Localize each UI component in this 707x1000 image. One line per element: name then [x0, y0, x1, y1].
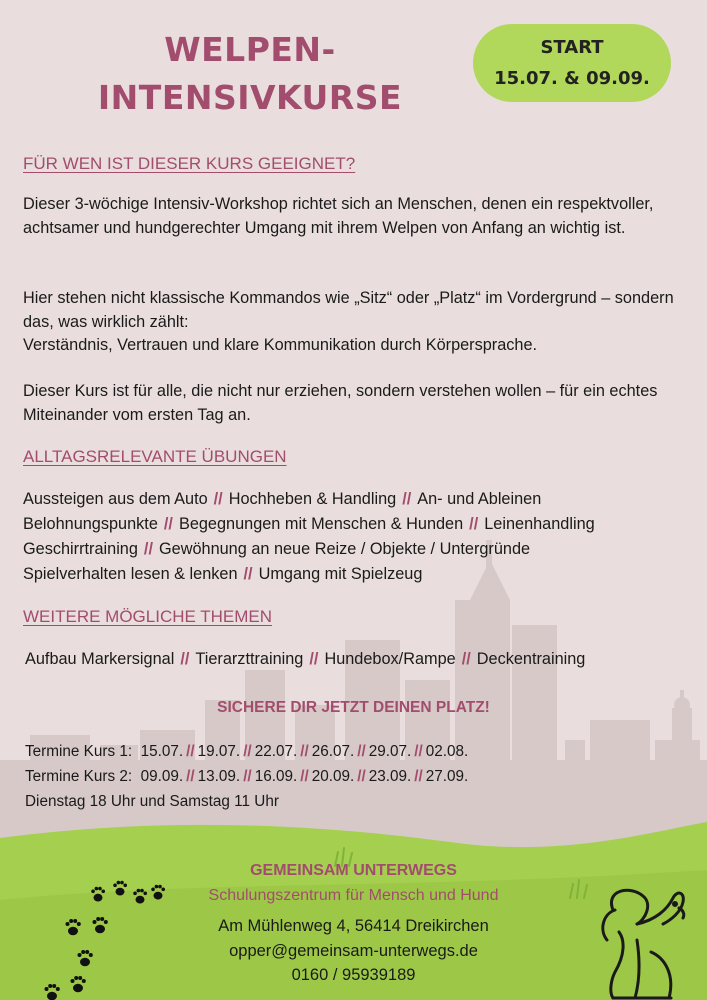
exercise-row	[23, 562, 422, 587]
date: 09.09.	[140, 768, 184, 785]
separator: //	[469, 515, 479, 533]
exercise-row	[23, 487, 541, 512]
date: 29.07.	[368, 743, 412, 760]
start-badge	[473, 24, 671, 102]
understanding-paragraph: Verständnis, Vertrauen und klare Kommunikation durch Körpersprache.	[23, 336, 538, 354]
date: 16.09.	[254, 768, 298, 785]
footer-organization: GEMEINSAM UNTERWEGS	[250, 862, 457, 879]
audience-paragraph: Dieser Kurs ist für alle, die nicht nur erziehen, sondern verstehen wollen – für ein echtes Miteinander vom ersten Tag an.	[23, 382, 658, 424]
exercise-row	[23, 537, 530, 562]
schedule-label: Termine Kurs 1:	[25, 743, 133, 760]
separator: //	[243, 768, 252, 785]
date: 22.07.	[254, 743, 298, 760]
separator: //	[402, 490, 412, 508]
separator: //	[414, 768, 423, 785]
date: 15.07.	[140, 743, 184, 760]
separator: //	[461, 650, 471, 668]
commands-paragraph: Hier stehen nicht klassische Kommandos wie „Sitz“ oder „Platz“ im Vordergrund – sondern das, was wirklich zählt:	[23, 289, 674, 331]
date: 20.09.	[311, 768, 355, 785]
date: 02.08.	[425, 743, 469, 760]
separator: //	[357, 743, 366, 760]
exercise-item: Geschirrtraining	[23, 540, 138, 558]
date: 27.09.	[425, 768, 469, 785]
footer-email[interactable]: opper@gemeinsam-unterwegs.de	[229, 942, 478, 960]
exercise-item: Leinenhandling	[484, 515, 595, 533]
exercise-item: Begegnungen mit Menschen & Hunden	[178, 515, 464, 533]
separator: //	[180, 650, 190, 668]
exercise-item: Umgang mit Spielzeug	[258, 565, 423, 583]
exercise-item: Spielverhalten lesen & lenken	[23, 565, 238, 583]
topic-item: Aufbau Markersignal	[25, 650, 175, 668]
call-to-action: SICHERE DIR JETZT DEINEN PLATZ!	[217, 699, 490, 716]
separator: //	[357, 768, 366, 785]
footer-address: Am Mühlenweg 4, 56414 Dreikirchen	[218, 917, 489, 935]
separator: //	[186, 768, 195, 785]
schedule-kurs-1	[25, 740, 468, 764]
exercise-item: Gewöhnung an neue Reize / Objekte / Untergründe	[158, 540, 531, 558]
section-heading-exercises: ALLTAGSRELEVANTE ÜBUNGEN	[23, 447, 287, 466]
exercise-item: Belohnungspunkte	[23, 515, 158, 533]
separator: //	[243, 565, 253, 583]
exercise-item: An- und Ableinen	[417, 490, 542, 508]
footer-subtitle: Schulungszentrum für Mensch und Hund	[208, 887, 499, 904]
separator: //	[300, 743, 309, 760]
intro-paragraph: Dieser 3-wöchige Intensiv-Workshop richtet sich an Menschen, denen ein respektvoller, achtsamer und hundgerechter Umgang mit ihrem Welpen von Anfang an wichtig ist.	[23, 195, 654, 237]
start-label: START	[540, 37, 604, 58]
title-line-2: INTENSIVKURSE	[97, 78, 403, 117]
start-dates: 15.07. & 09.09.	[494, 68, 650, 89]
footer-phone[interactable]: 0160 / 95939189	[291, 966, 416, 984]
exercise-row	[23, 512, 595, 537]
page-title	[95, 26, 405, 122]
exercise-item: Aussteigen aus dem Auto	[23, 490, 208, 508]
date: 13.09.	[197, 768, 241, 785]
date: 19.07.	[197, 743, 241, 760]
section-heading-further-topics: WEITERE MÖGLICHE THEMEN	[23, 607, 273, 626]
separator: //	[309, 650, 319, 668]
date: 26.07.	[311, 743, 355, 760]
separator: //	[243, 743, 252, 760]
topic-item: Tierarzttraining	[195, 650, 304, 668]
topic-item: Hundebox/Rampe	[324, 650, 456, 668]
section-heading-target-group: FÜR WEN IST DIESER KURS GEEIGNET?	[23, 154, 356, 173]
separator: //	[414, 743, 423, 760]
schedule-kurs-2	[25, 765, 468, 789]
separator: //	[300, 768, 309, 785]
title-line-1: WELPEN-	[164, 30, 336, 69]
separator: //	[143, 540, 153, 558]
exercise-item: Hochheben & Handling	[228, 490, 397, 508]
schedule-label: Termine Kurs 2:	[25, 768, 133, 785]
schedule-times: Dienstag 18 Uhr und Samstag 11 Uhr	[25, 793, 279, 810]
topics-row	[25, 647, 585, 672]
separator: //	[213, 490, 223, 508]
date: 23.09.	[368, 768, 412, 785]
separator: //	[163, 515, 173, 533]
topic-item: Deckentraining	[476, 650, 586, 668]
separator: //	[186, 743, 195, 760]
